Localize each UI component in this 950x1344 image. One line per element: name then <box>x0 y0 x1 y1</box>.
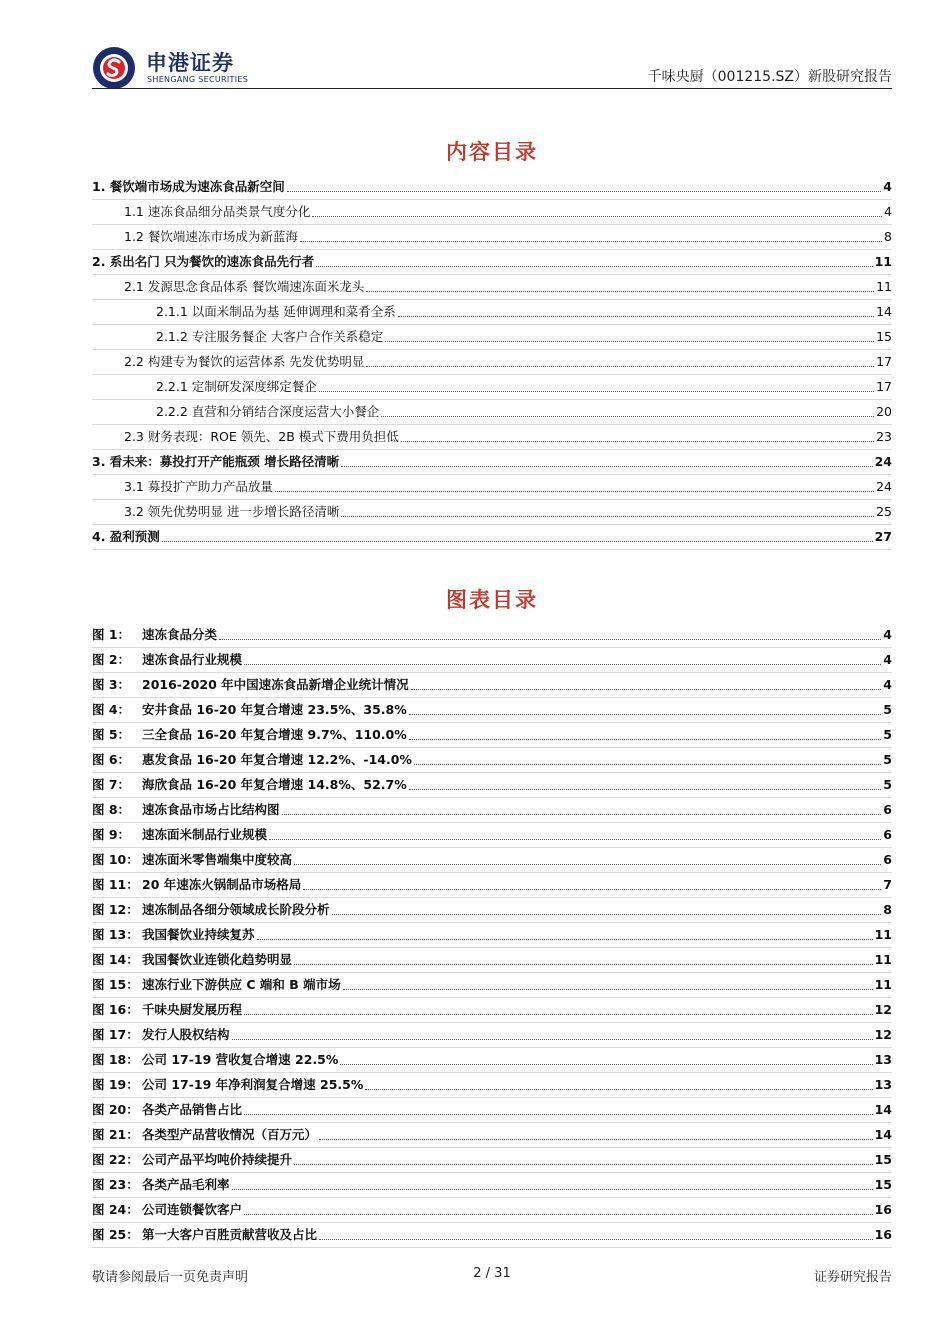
figure-entry[interactable] <box>92 998 892 1023</box>
figure-entry-text <box>92 777 407 793</box>
dot-leader <box>244 1014 873 1015</box>
toc-entry-label: 2.2.1 定制研发深度绑定餐企 <box>156 379 317 394</box>
page-ref: 5 <box>883 702 892 717</box>
page-ref: 11 <box>874 952 892 967</box>
figure-entry-text <box>92 1002 242 1018</box>
toc-entry[interactable] <box>92 450 892 475</box>
figure-number: 图 8： <box>92 802 131 817</box>
dot-leader <box>385 341 874 342</box>
page-ref: 27 <box>874 529 892 544</box>
logo-name-cn: 申港证券 <box>146 51 234 75</box>
figure-number: 图 4： <box>92 702 131 717</box>
toc-entry-text <box>92 454 339 470</box>
page-ref: 11 <box>874 254 892 269</box>
figure-entry[interactable] <box>92 1123 892 1148</box>
toc-entry[interactable] <box>92 275 892 300</box>
dot-leader <box>294 864 881 865</box>
figure-number: 图 15： <box>92 977 139 992</box>
dot-leader <box>287 191 881 192</box>
figure-entry-text <box>92 752 412 768</box>
figure-caption: 我国餐饮业连锁化趋势明显 <box>142 952 293 967</box>
dot-leader <box>398 316 874 317</box>
figure-entry-text <box>92 902 330 918</box>
page-ref: 15 <box>874 1177 892 1192</box>
page-ref: 11 <box>874 927 892 942</box>
figure-number: 图 1： <box>92 627 131 642</box>
dot-leader <box>282 814 882 815</box>
report-title: 千味央厨（001215.SZ）新股研究报告 <box>647 69 892 85</box>
toc-entry-text <box>92 479 273 495</box>
figure-number: 图 14： <box>92 952 139 967</box>
figure-caption: 公司产品平均吨价持续提升 <box>142 1152 293 1167</box>
toc-entry-text <box>92 404 379 420</box>
toc-entry-text <box>92 229 298 245</box>
toc-entry-text <box>92 304 396 320</box>
dot-leader <box>319 1139 873 1140</box>
disclaimer-note: 敬请参阅最后一页免责声明 <box>92 1270 249 1285</box>
figure-entry[interactable] <box>92 673 892 698</box>
dot-leader <box>294 1164 873 1165</box>
toc-list <box>92 175 892 550</box>
figure-entry-text <box>92 802 280 818</box>
figure-entry-text <box>92 927 255 943</box>
page-header <box>92 40 892 92</box>
figure-caption: 2016-2020 年中国速冻食品新增企业统计情况 <box>142 677 409 692</box>
dot-leader <box>244 1114 873 1115</box>
figure-number: 图 22： <box>92 1152 139 1167</box>
figure-number: 图 3： <box>92 677 131 692</box>
page-ref: 13 <box>874 1052 892 1067</box>
figure-entry-text <box>92 652 242 668</box>
page-ref: 11 <box>876 279 892 294</box>
figure-number: 图 20： <box>92 1102 139 1117</box>
toc-entry-label: 4. 盈利预测 <box>92 529 160 544</box>
page-ref: 5 <box>883 752 892 767</box>
figure-caption: 公司 17-19 年净利润复合增速 25.5% <box>142 1077 364 1092</box>
figure-entry[interactable] <box>92 1098 892 1123</box>
figure-entry[interactable] <box>92 1148 892 1173</box>
page-ref: 24 <box>874 454 892 469</box>
figure-caption: 安井食品 16-20 年复合增速 23.5%、35.8% <box>142 702 407 717</box>
figure-caption: 惠发食品 16-20 年复合增速 12.2%、-14.0% <box>142 752 412 767</box>
figure-entry[interactable] <box>92 823 892 848</box>
page-ref: 7 <box>883 877 892 892</box>
figure-entry-text <box>92 1027 230 1043</box>
page-ref: 4 <box>883 627 892 642</box>
page-ref: 15 <box>876 329 892 344</box>
dot-leader <box>294 964 873 965</box>
dot-leader <box>232 1039 873 1040</box>
toc-entry-text <box>92 204 310 220</box>
toc-entry[interactable] <box>92 375 892 400</box>
toc-entry-label: 2.2 构建专为餐饮的运营体系 先发优势明显 <box>124 354 365 369</box>
page-ref: 16 <box>874 1227 892 1242</box>
dot-leader <box>401 441 874 442</box>
page-ref: 14 <box>874 1102 892 1117</box>
figure-entry-text <box>92 1077 363 1093</box>
figure-entry-text <box>92 1127 317 1143</box>
page-ref: 4 <box>883 179 892 194</box>
figure-number: 图 6： <box>92 752 131 767</box>
dot-leader <box>343 989 873 990</box>
dot-leader <box>316 266 872 267</box>
toc-entry-text <box>92 529 160 545</box>
page-ref: 17 <box>876 379 892 394</box>
page-ref: 8 <box>884 229 892 244</box>
toc-entry[interactable] <box>92 425 892 450</box>
dot-leader <box>244 664 881 665</box>
figure-caption: 各类产品毛利率 <box>142 1177 230 1192</box>
page-ref: 25 <box>876 504 892 519</box>
dot-leader <box>303 889 881 890</box>
figure-caption: 速冻食品行业规模 <box>142 652 243 667</box>
figure-entry-text <box>92 1227 317 1243</box>
figure-number: 图 9： <box>92 827 131 842</box>
figures-title: 图表目录 <box>446 588 538 612</box>
figure-number: 图 24： <box>92 1202 139 1217</box>
page-ref: 14 <box>874 1127 892 1142</box>
page-ref: 17 <box>876 354 892 369</box>
toc-entry-text <box>92 379 317 395</box>
toc-entry[interactable] <box>92 300 892 325</box>
dot-leader <box>332 914 882 915</box>
figure-number: 图 16： <box>92 1002 139 1017</box>
toc-entry-label: 2.3 财务表现：ROE 领先、2B 模式下费用负担低 <box>124 429 399 444</box>
page-ref: 14 <box>876 304 892 319</box>
dot-leader <box>300 241 882 242</box>
page-ref: 5 <box>883 727 892 742</box>
toc-entry[interactable] <box>92 400 892 425</box>
figure-number: 图 5： <box>92 727 131 742</box>
figure-entry[interactable] <box>92 1198 892 1223</box>
toc-entry-text <box>92 429 399 445</box>
dot-leader <box>411 689 882 690</box>
figure-caption: 发行人股权结构 <box>142 1027 230 1042</box>
toc-entry-label: 2.2.2 直营和分销结合深度运营大小餐企 <box>156 404 380 419</box>
toc-entry-text <box>92 354 364 370</box>
figure-entry-text <box>92 1102 242 1118</box>
toc-entry-text <box>92 504 339 520</box>
figure-entry[interactable] <box>92 773 892 798</box>
toc-entry[interactable] <box>92 200 892 225</box>
figure-number: 图 2： <box>92 652 131 667</box>
page-ref: 13 <box>874 1077 892 1092</box>
figure-entry-text <box>92 702 407 718</box>
figure-entry[interactable] <box>92 623 892 648</box>
figure-number: 图 12： <box>92 902 139 917</box>
figure-entry[interactable] <box>92 748 892 773</box>
page-footer <box>92 1266 892 1286</box>
figure-entry[interactable] <box>92 1048 892 1073</box>
figure-entry[interactable] <box>92 873 892 898</box>
figure-entry-text <box>92 1202 242 1218</box>
figure-number: 图 23： <box>92 1177 139 1192</box>
figure-entry[interactable] <box>92 948 892 973</box>
figure-entry-text <box>92 677 409 693</box>
toc-entry[interactable] <box>92 475 892 500</box>
toc-entry-label: 2.1.1 以面米制品为基 延伸调理和菜肴全系 <box>156 304 396 319</box>
figure-caption: 海欣食品 16-20 年复合增速 14.8%、52.7% <box>142 777 407 792</box>
toc-entry-label: 3. 看未来：募投打开产能瓶颈 增长路径清晰 <box>92 454 340 469</box>
dot-leader <box>319 391 874 392</box>
figure-caption: 速冻行业下游供应 C 端和 B 端市场 <box>142 977 341 992</box>
page-ref: 20 <box>876 404 892 419</box>
figure-caption: 速冻制品各细分领域成长阶段分析 <box>142 902 330 917</box>
page-ref: 4 <box>884 204 892 219</box>
figure-entry-text <box>92 627 217 643</box>
figure-caption: 速冻面米零售端集中度较高 <box>142 852 293 867</box>
figure-entry-text <box>92 877 301 893</box>
dot-leader <box>409 789 882 790</box>
figure-entry[interactable] <box>92 923 892 948</box>
page-ref: 6 <box>883 852 892 867</box>
figure-number: 图 18： <box>92 1052 139 1067</box>
figure-entry-text <box>92 827 267 843</box>
dot-leader <box>319 1239 873 1240</box>
figure-caption: 我国餐饮业持续复苏 <box>142 927 255 942</box>
dot-leader <box>232 1189 873 1190</box>
page-ref: 6 <box>883 827 892 842</box>
toc-entry-label: 3.1 募投扩产助力产品放量 <box>124 479 273 494</box>
toc-entry[interactable] <box>92 225 892 250</box>
figure-caption: 三全食品 16-20 年复合增速 9.7%、110.0% <box>142 727 407 742</box>
dot-leader <box>162 541 873 542</box>
figure-number: 图 13： <box>92 927 139 942</box>
figure-entry[interactable] <box>92 1073 892 1098</box>
toc-entry[interactable] <box>92 325 892 350</box>
figure-caption: 速冻面米制品行业规模 <box>142 827 268 842</box>
logo-name-en: SHENGANG SECURITIES <box>147 75 249 84</box>
figure-caption: 公司连锁餐饮客户 <box>142 1202 243 1217</box>
figure-number: 图 25： <box>92 1227 139 1242</box>
toc-entry-label: 2.1.2 专注服务餐企 大客户合作关系稳定 <box>156 329 384 344</box>
report-type: 证券研究报告 <box>813 1270 892 1285</box>
figure-entry-text <box>92 1152 292 1168</box>
page-ref: 16 <box>874 1202 892 1217</box>
page-number: 2 / 31 <box>473 1266 511 1281</box>
figure-entry[interactable] <box>92 648 892 673</box>
page-ref: 15 <box>874 1152 892 1167</box>
figure-caption: 第一大客户百胜贡献营收及占比 <box>142 1227 318 1242</box>
figures-list <box>92 623 892 1248</box>
dot-leader <box>366 291 874 292</box>
page-ref: 5 <box>883 777 892 792</box>
page-ref: 12 <box>874 1002 892 1017</box>
figure-entry[interactable] <box>92 1023 892 1048</box>
figure-entry[interactable] <box>92 1173 892 1198</box>
figure-number: 图 10： <box>92 852 139 867</box>
dot-leader <box>244 1214 873 1215</box>
figure-entry[interactable] <box>92 1223 892 1248</box>
figure-caption: 速冻食品分类 <box>142 627 218 642</box>
figure-caption: 千味央厨发展历程 <box>142 1002 243 1017</box>
dot-leader <box>414 764 881 765</box>
toc-entry-text <box>92 179 285 195</box>
figure-entry[interactable] <box>92 698 892 723</box>
figure-entry[interactable] <box>92 848 892 873</box>
page-ref: 8 <box>883 902 892 917</box>
page-ref: 24 <box>876 479 892 494</box>
dot-leader <box>275 491 874 492</box>
dot-leader <box>219 639 881 640</box>
figure-entry[interactable] <box>92 898 892 923</box>
figure-number: 图 11： <box>92 877 139 892</box>
toc-entry-label: 1.1 速冻食品细分品类景气度分化 <box>124 204 311 219</box>
header-divider <box>92 88 892 89</box>
figure-entry-text <box>92 852 292 868</box>
toc-entry[interactable] <box>92 175 892 200</box>
figure-entry-text <box>92 952 292 968</box>
dot-leader <box>269 839 881 840</box>
toc-entry[interactable] <box>92 350 892 375</box>
toc-title: 内容目录 <box>446 140 538 164</box>
toc-entry[interactable] <box>92 500 892 525</box>
page-ref: 4 <box>883 652 892 667</box>
page-ref: 4 <box>883 677 892 692</box>
dot-leader <box>381 416 874 417</box>
shengang-logo-icon <box>92 46 136 90</box>
figure-entry[interactable] <box>92 723 892 748</box>
dot-leader <box>366 366 874 367</box>
figure-caption: 速冻食品市场占比结构图 <box>142 802 280 817</box>
dot-leader <box>312 216 882 217</box>
dot-leader <box>257 939 873 940</box>
toc-entry[interactable] <box>92 250 892 275</box>
figure-caption: 各类型产品营收情况（百万元） <box>142 1127 318 1142</box>
figure-entry-text <box>92 1177 230 1193</box>
figure-number: 图 7： <box>92 777 131 792</box>
figure-number: 图 21： <box>92 1127 139 1142</box>
toc-entry-text <box>92 279 364 295</box>
dot-leader <box>409 739 882 740</box>
page-ref: 23 <box>876 429 892 444</box>
page-ref: 12 <box>874 1027 892 1042</box>
toc-entry-label: 3.2 领先优势明显 进一步增长路径清晰 <box>124 504 340 519</box>
page-ref: 6 <box>883 802 892 817</box>
toc-entry-label: 1.2 餐饮端速冻市场成为新蓝海 <box>124 229 298 244</box>
page-ref: 11 <box>874 977 892 992</box>
figure-entry-text <box>92 977 341 993</box>
dot-leader <box>341 466 872 467</box>
toc-entry-text <box>92 254 314 270</box>
figure-caption: 各类产品销售占比 <box>142 1102 243 1117</box>
dot-leader <box>341 516 874 517</box>
figure-entry[interactable] <box>92 798 892 823</box>
toc-entry-text <box>92 329 383 345</box>
dot-leader <box>340 1064 872 1065</box>
figure-caption: 公司 17-19 营收复合增速 22.5% <box>142 1052 339 1067</box>
figure-caption: 20 年速冻火锅制品市场格局 <box>142 877 302 892</box>
figure-entry-text <box>92 727 407 743</box>
toc-entry-label: 2. 系出名门 只为餐饮的速冻食品先行者 <box>92 254 315 269</box>
dot-leader <box>409 714 882 715</box>
figure-entry[interactable] <box>92 973 892 998</box>
figure-number: 图 19： <box>92 1077 139 1092</box>
figure-number: 图 17： <box>92 1027 139 1042</box>
toc-entry-label: 1. 餐饮端市场成为速冻食品新空间 <box>92 179 285 194</box>
toc-entry-label: 2.1 发源思念食品体系 餐饮端速冻面米龙头 <box>124 279 365 294</box>
dot-leader <box>365 1089 872 1090</box>
toc-entry[interactable] <box>92 525 892 550</box>
figure-entry-text <box>92 1052 338 1068</box>
